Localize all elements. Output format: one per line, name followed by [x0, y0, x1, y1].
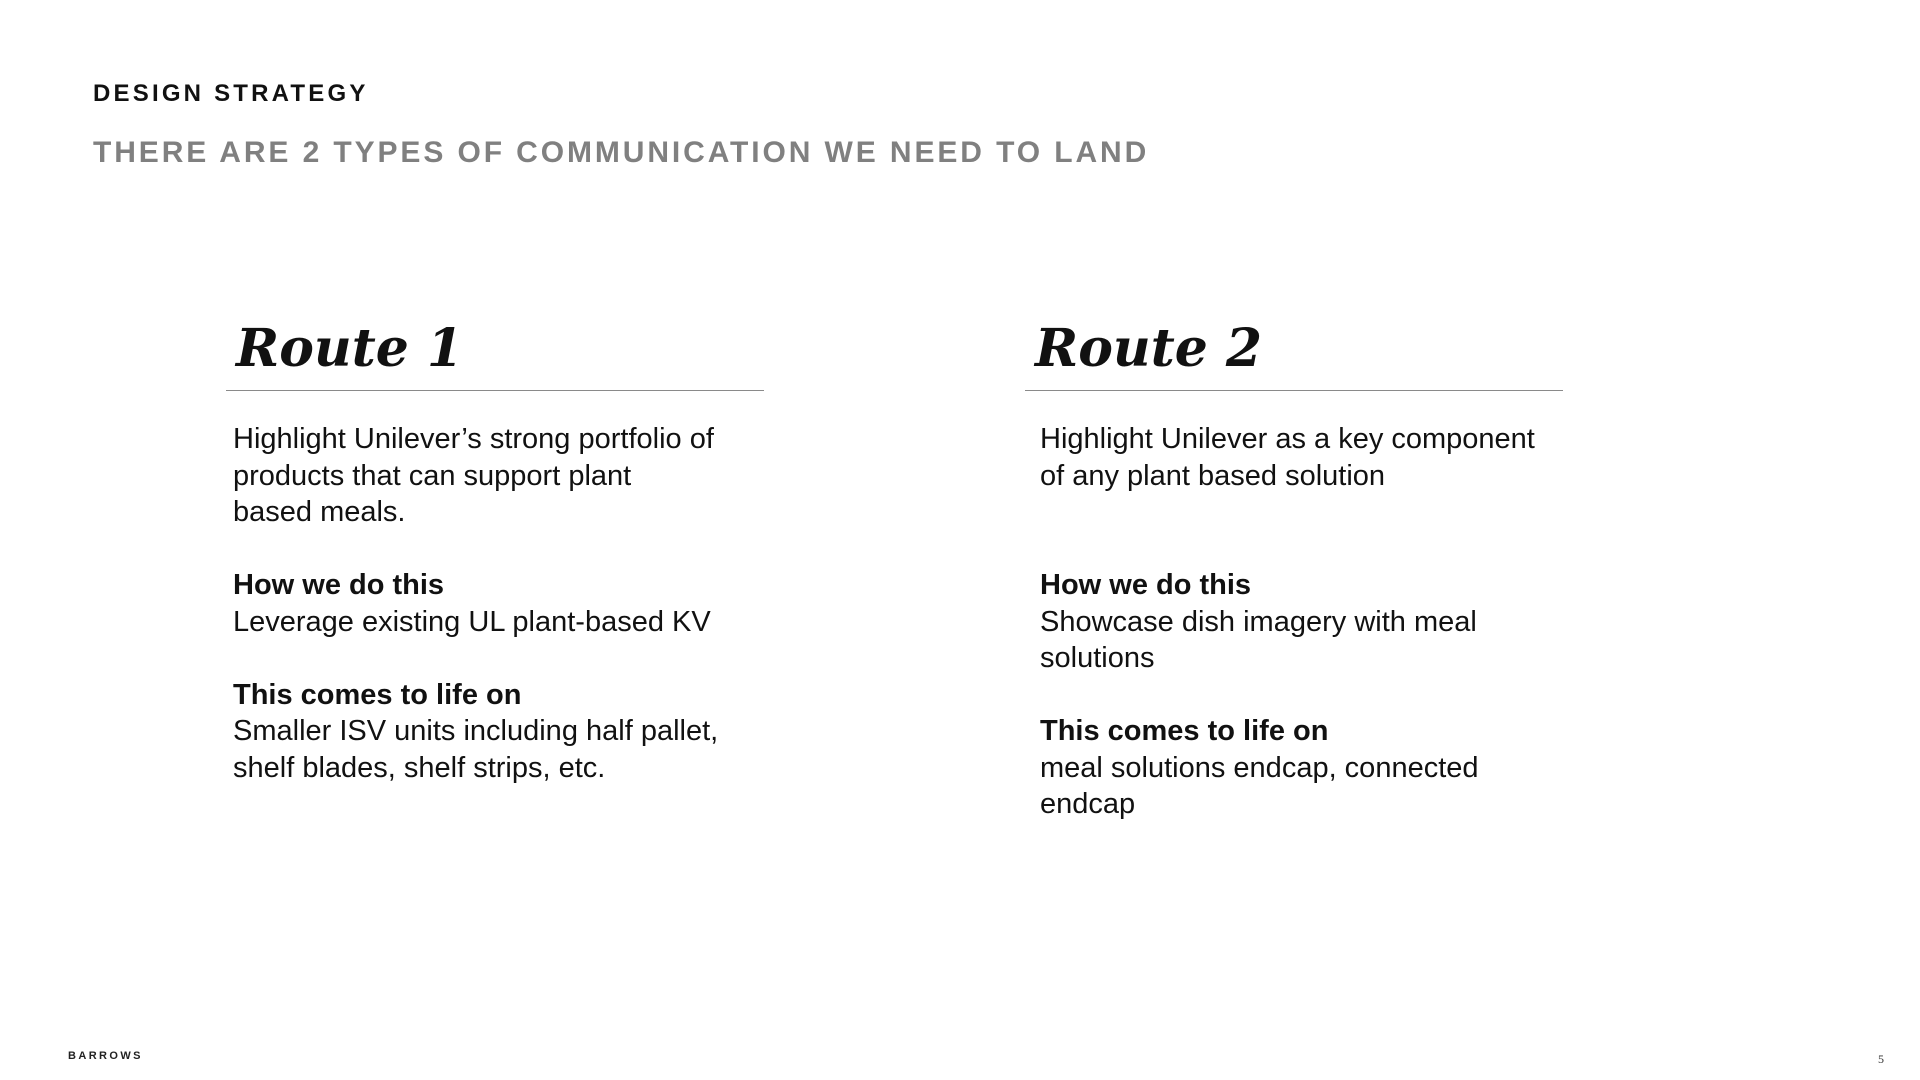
route-2-column — [1025, 318, 1565, 823]
how-section — [233, 567, 766, 640]
how-label: How we do this — [233, 569, 445, 601]
life-section — [1040, 713, 1565, 823]
life-text: meal solutions endcap, connected endcap — [1040, 751, 1479, 820]
how-text: Showcase dish imagery with meal solutions — [1040, 605, 1477, 674]
page-number: 5 — [1878, 1052, 1884, 1066]
route-description: Highlight Unilever’s strong portfolio of products that can support plant based meals. — [233, 423, 714, 528]
route-body — [226, 421, 766, 786]
life-label: This comes to life on — [233, 678, 522, 711]
how-section — [1040, 567, 1565, 677]
route-title: Route 2 — [1035, 318, 1263, 379]
life-label: This comes to life on — [1040, 715, 1329, 747]
route-title: Route 1 — [236, 318, 464, 379]
divider-line — [226, 390, 764, 391]
slide-subtitle: THERE ARE 2 TYPES OF COMMUNICATION WE NEED TO LAND — [93, 136, 1150, 169]
section-eyebrow: DESIGN STRATEGY — [93, 80, 369, 107]
route-description: Highlight Unilever as a key component of any plant based solution — [1040, 423, 1535, 492]
life-text: Smaller ISV units including half pallet, shelf blades, shelf strips, etc. — [233, 715, 719, 784]
brand-logo: BARROWS — [68, 1050, 143, 1062]
life-section — [233, 677, 766, 787]
divider-line — [1025, 390, 1563, 391]
route-1-column — [226, 318, 766, 786]
how-text: Leverage existing UL plant-based KV — [233, 605, 711, 638]
how-label: How we do this — [1040, 569, 1252, 601]
route-body — [1025, 421, 1565, 823]
